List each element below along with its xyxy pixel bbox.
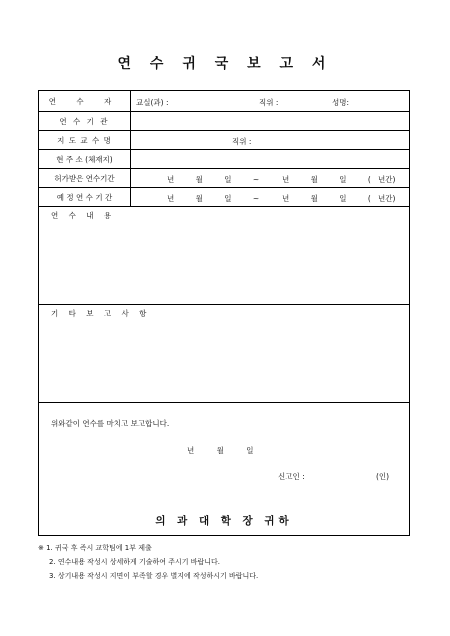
planned-end-date[interactable]: 년 월 일 ( [282,194,371,203]
approved-period-label: 허가받은 연수기간 [39,169,131,187]
approved-start-date[interactable]: 년 월 일 ~ [167,175,260,184]
document-title: 연 수 귀 국 보 고 서 [117,56,333,72]
note-item: 2. 연수내용 작성시 상세하게 기술하여 주시기 바랍니다. [49,558,221,566]
advisor-label: 지 도 교 수 명 [39,131,131,149]
address-field[interactable] [136,154,405,164]
training-content-label: 연 수 내 용 [51,211,116,220]
trainee-label: 연 수 자 [39,91,131,111]
training-content-block[interactable] [39,207,409,305]
addressee: 의 과 대 학 장 귀하 [155,515,293,527]
department-field[interactable]: 교실(과) : [136,98,169,107]
address-label: 현 주 소 (체재지) [39,150,131,168]
approved-end-date[interactable]: 년 월 일 ( [282,175,371,184]
notes-list [38,541,258,583]
institution-label: 연 수 기 관 [39,112,131,130]
approved-period-row [39,169,409,188]
institution-field[interactable] [136,116,405,126]
other-matters-block[interactable] [39,305,409,403]
other-matters-label: 기 타 보 고 사 항 [51,309,151,318]
advisor-position-field[interactable]: 직위 : [232,137,252,146]
report-form [38,90,410,536]
trainee-position-field[interactable]: 직위 : [259,98,279,107]
reporter-field[interactable]: 신고인 : [278,472,305,481]
planned-period-label: 예 정 연 수 기 간 [39,188,131,206]
trainee-row [39,91,409,112]
planned-start-date[interactable]: 년 월 일 ~ [167,194,260,203]
note-item: ※ 1. 귀국 후 즉시 교학팀에 1부 제출 [38,544,152,552]
advisor-row [39,131,409,150]
address-row [39,150,409,169]
report-date-line[interactable]: 년 월 일 [187,446,254,455]
seal-mark: (인) [376,472,390,481]
institution-row [39,112,409,131]
trainee-name-field[interactable]: 성명: [332,98,350,107]
planned-period-row [39,188,409,207]
planned-years[interactable]: 년간) [378,194,396,203]
approved-years[interactable]: 년간) [378,175,396,184]
closing-statement: 위와같이 연수를 마치고 보고합니다. [51,419,170,428]
note-item: 3. 상기내용 작성시 지면이 부족할 경우 별지에 작성하시기 바랍니다. [49,572,259,580]
